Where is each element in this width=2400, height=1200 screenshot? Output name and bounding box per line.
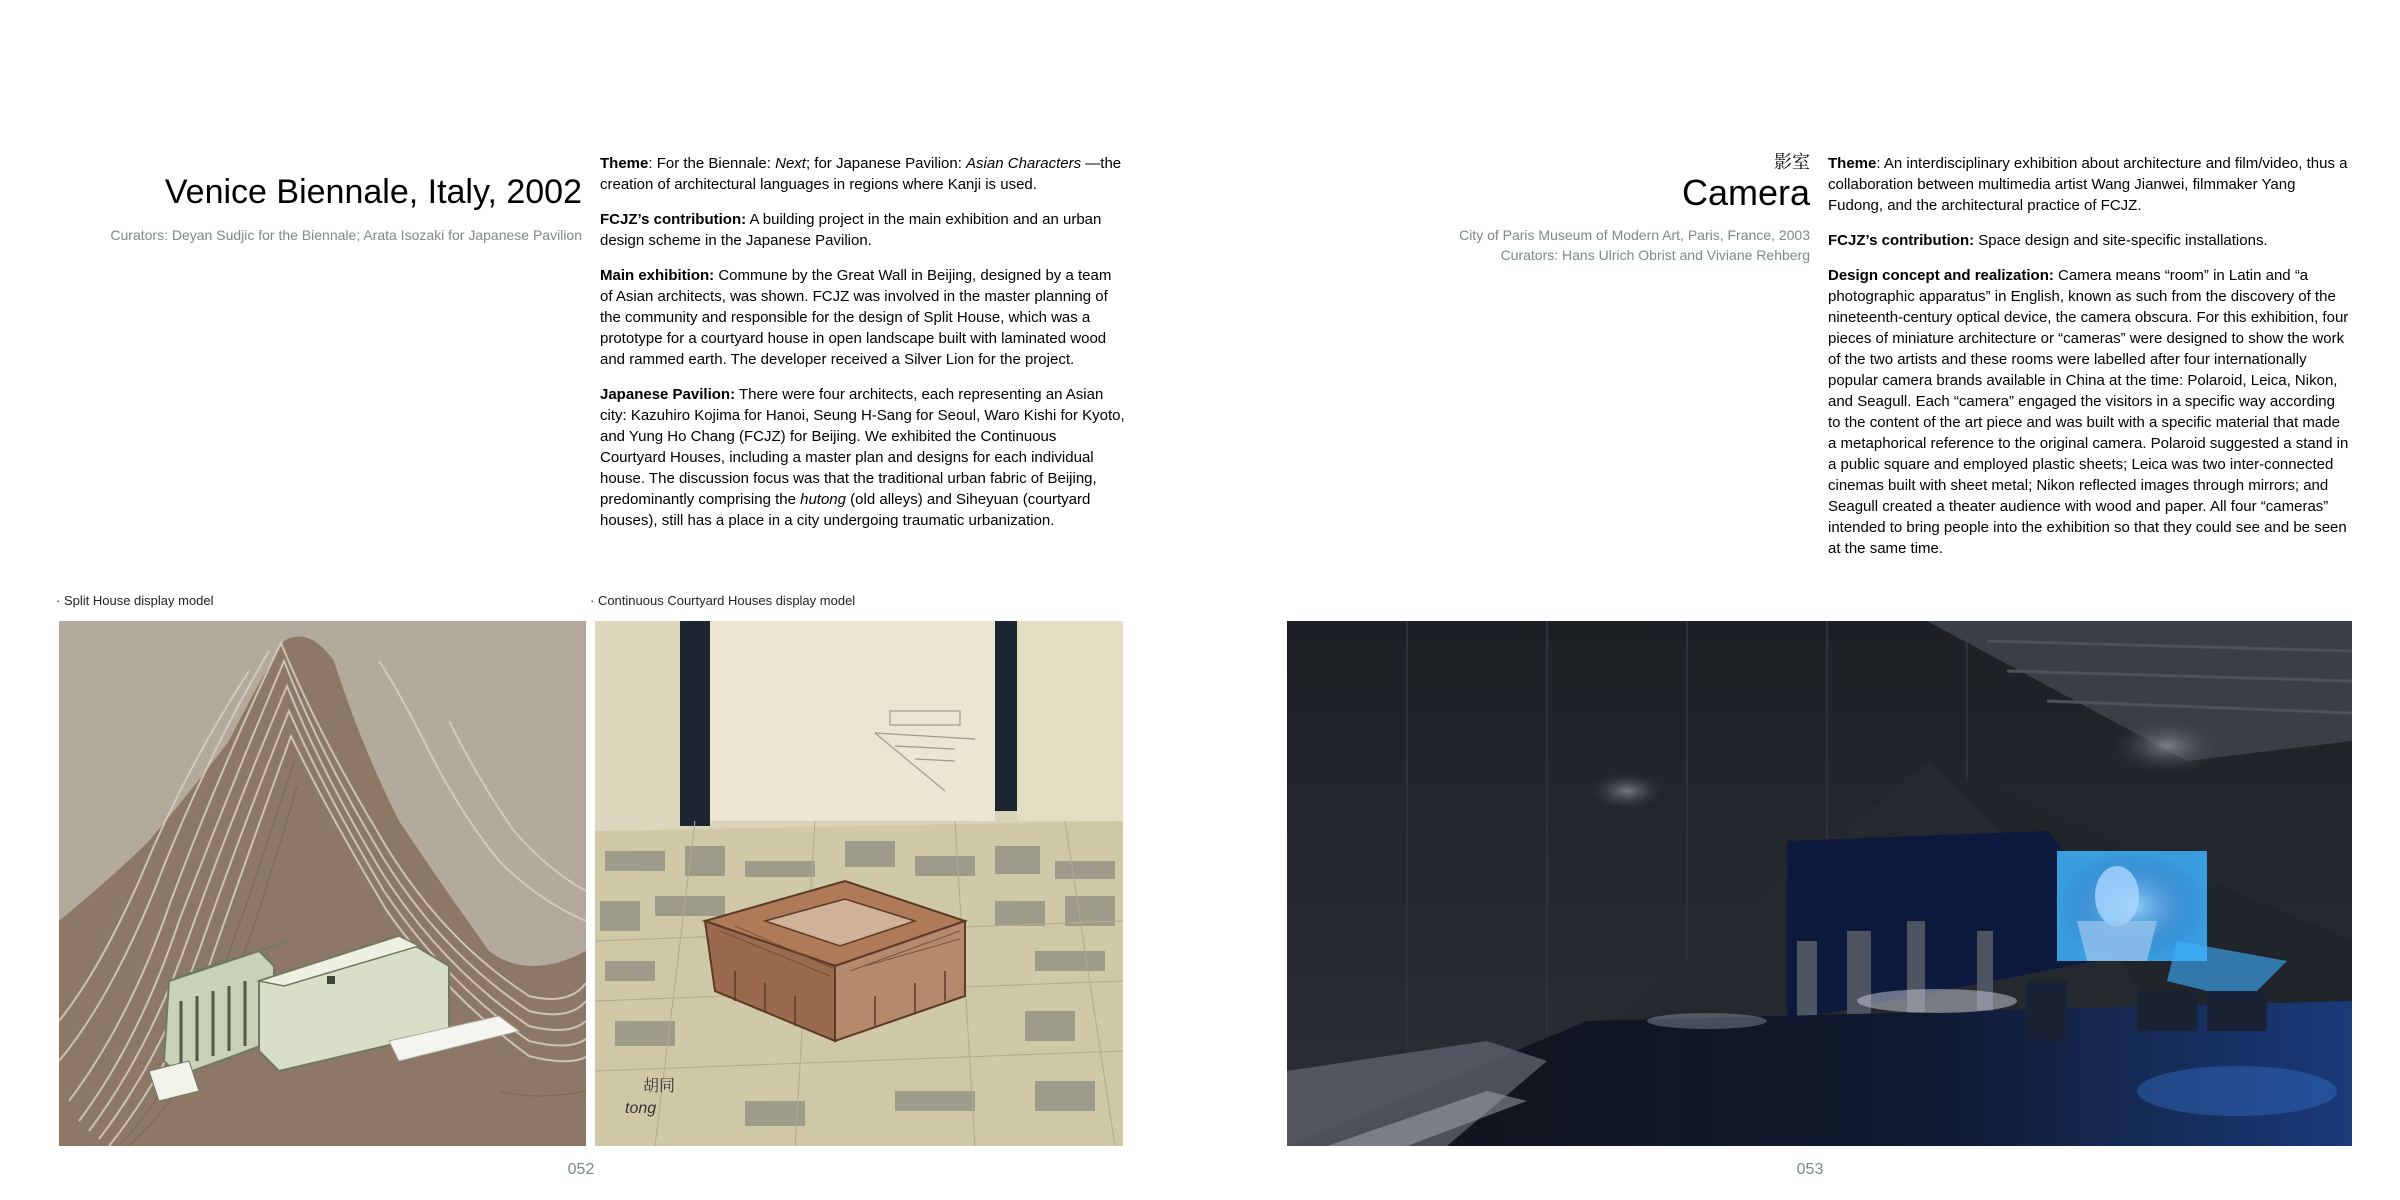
theme-paragraph: [600, 153, 1125, 195]
left-page-body: [600, 153, 1125, 545]
camera-theme-text: : An interdisciplinary exhibition about architecture and film/video, thus a collaboration between multimedia artist Wang Jianwei, filmmaker Yang Fudong, and the architectural practice of FCJZ.: [1828, 155, 2348, 214]
split-house-model-photo: [59, 621, 586, 1146]
main-exhibition-text: Commune by the Great Wall in Beijing, designed by a team of Asian architects, was shown. FCJZ was involved in the master planning of the community and responsible for the design of Split House, which was a prototype for a courtyard house in open landscape built with laminated wood and rammed earth. The developer received a Silver Lion for the project.: [600, 267, 1112, 368]
right-page-body: [1828, 153, 2351, 573]
camera-contribution-paragraph: [1828, 230, 2351, 251]
camera-contribution-text: Space design and site-specific installations.: [1974, 232, 2268, 249]
camera-exhibition-photo: [1287, 621, 2352, 1146]
courtyard-houses-caption: · Continuous Courtyard Houses display model: [590, 593, 856, 608]
contribution-text: A building project in the main exhibition and an urban design scheme in the Japanese Pavilion.: [600, 211, 1102, 249]
right-page-title-chinese: 影室: [1774, 152, 1810, 173]
theme-text: : For the Biennale:: [648, 155, 776, 172]
left-page-number: 052: [567, 1161, 595, 1178]
camera-contribution-label: FCJZ’s contribution:: [1828, 232, 1975, 249]
camera-theme-label: Theme: [1828, 155, 1877, 172]
contribution-label: FCJZ’s contribution:: [600, 211, 747, 228]
japanese-pavilion-text: There were four architects, each representing an Asian city: Kazuhiro Kojima for Hanoi, Seung H-Sang for Seoul, Waro Kishi for Kyoto, and Yung Ho Chang (FCJZ) for Beijing. We exhibited the Continuous Courtyard Houses, including a master plan and designs for each individual house. The discussion focus was that the traditional urban fabric of Beijing, predominantly comprising the: [600, 386, 1125, 508]
right-page-curators: Curators: Hans Ulrich Obrist and Viviane Rehberg: [1500, 247, 1810, 263]
courtyard-houses-model-photo: [595, 621, 1123, 1146]
main-exhibition-label: Main exhibition:: [600, 267, 715, 284]
right-page-venue: City of Paris Museum of Modern Art, Paris, France, 2003: [1459, 227, 1810, 243]
left-page-title: Venice Biennale, Italy, 2002: [164, 173, 582, 211]
contribution-paragraph: [600, 209, 1125, 251]
design-concept-text: Camera means “room” in Latin and “a photographic apparatus” in English, known as such from the discovery of the nineteenth-century optical device, the camera obscura. For this exhibition, four pieces of miniature architecture or “cameras” were designed to show the work of the two artists and these rooms were labelled after four internationally popular camera brands available in China at the time: Polaroid, Leica, Nikon, and Seagull. Each “camera” engaged the visitors in a specific way according to the content of the art piece and was built with a specific material that made a metaphorical reference to the original camera. Polaroid suggested a stand in a public square and employed plastic sheets; Leica was two inter-connected cinemas built with sheet metal; Nikon reflected images through mirrors; and Seagull created a theater audience with wood and paper. All four “cameras” intended to bring people into the exhibition so that they could see and be seen at the same time.: [1828, 267, 2349, 557]
hutong-model-label-chinese: 胡同: [643, 1076, 676, 1095]
theme-label: Theme: [600, 155, 649, 172]
main-exhibition-paragraph: [600, 265, 1125, 370]
theme-text: —the creation of architectural languages in regions where Kanji is used.: [600, 155, 1122, 193]
theme-text: ; for Japanese Pavilion:: [805, 155, 967, 172]
hutong-model-label-latin: tong: [625, 1100, 657, 1117]
japanese-pavilion-text: (old alleys) and Siheyuan (courtyard houses), still has a place in a city undergoing traumatic urbanization.: [600, 491, 1091, 529]
japanese-pavilion-italic-hutong: hutong: [800, 491, 846, 508]
theme-italic-asian-characters: Asian Characters: [966, 155, 1082, 172]
camera-theme-paragraph: [1828, 153, 2351, 216]
left-page-curators: Curators: Deyan Sudjic for the Biennale; Arata Isozaki for Japanese Pavilion: [110, 227, 582, 243]
japanese-pavilion-paragraph: [600, 384, 1125, 531]
right-page-number: 053: [1796, 1161, 1824, 1178]
design-concept-paragraph: [1828, 265, 2351, 559]
split-house-caption: · Split House display model: [56, 593, 214, 608]
japanese-pavilion-label: Japanese Pavilion:: [600, 386, 736, 403]
design-concept-label: Design concept and realization:: [1828, 267, 2054, 284]
right-page-venue-block: [1300, 225, 1810, 265]
theme-italic-next: Next: [775, 155, 806, 172]
right-page-title: Camera: [1681, 172, 1810, 213]
